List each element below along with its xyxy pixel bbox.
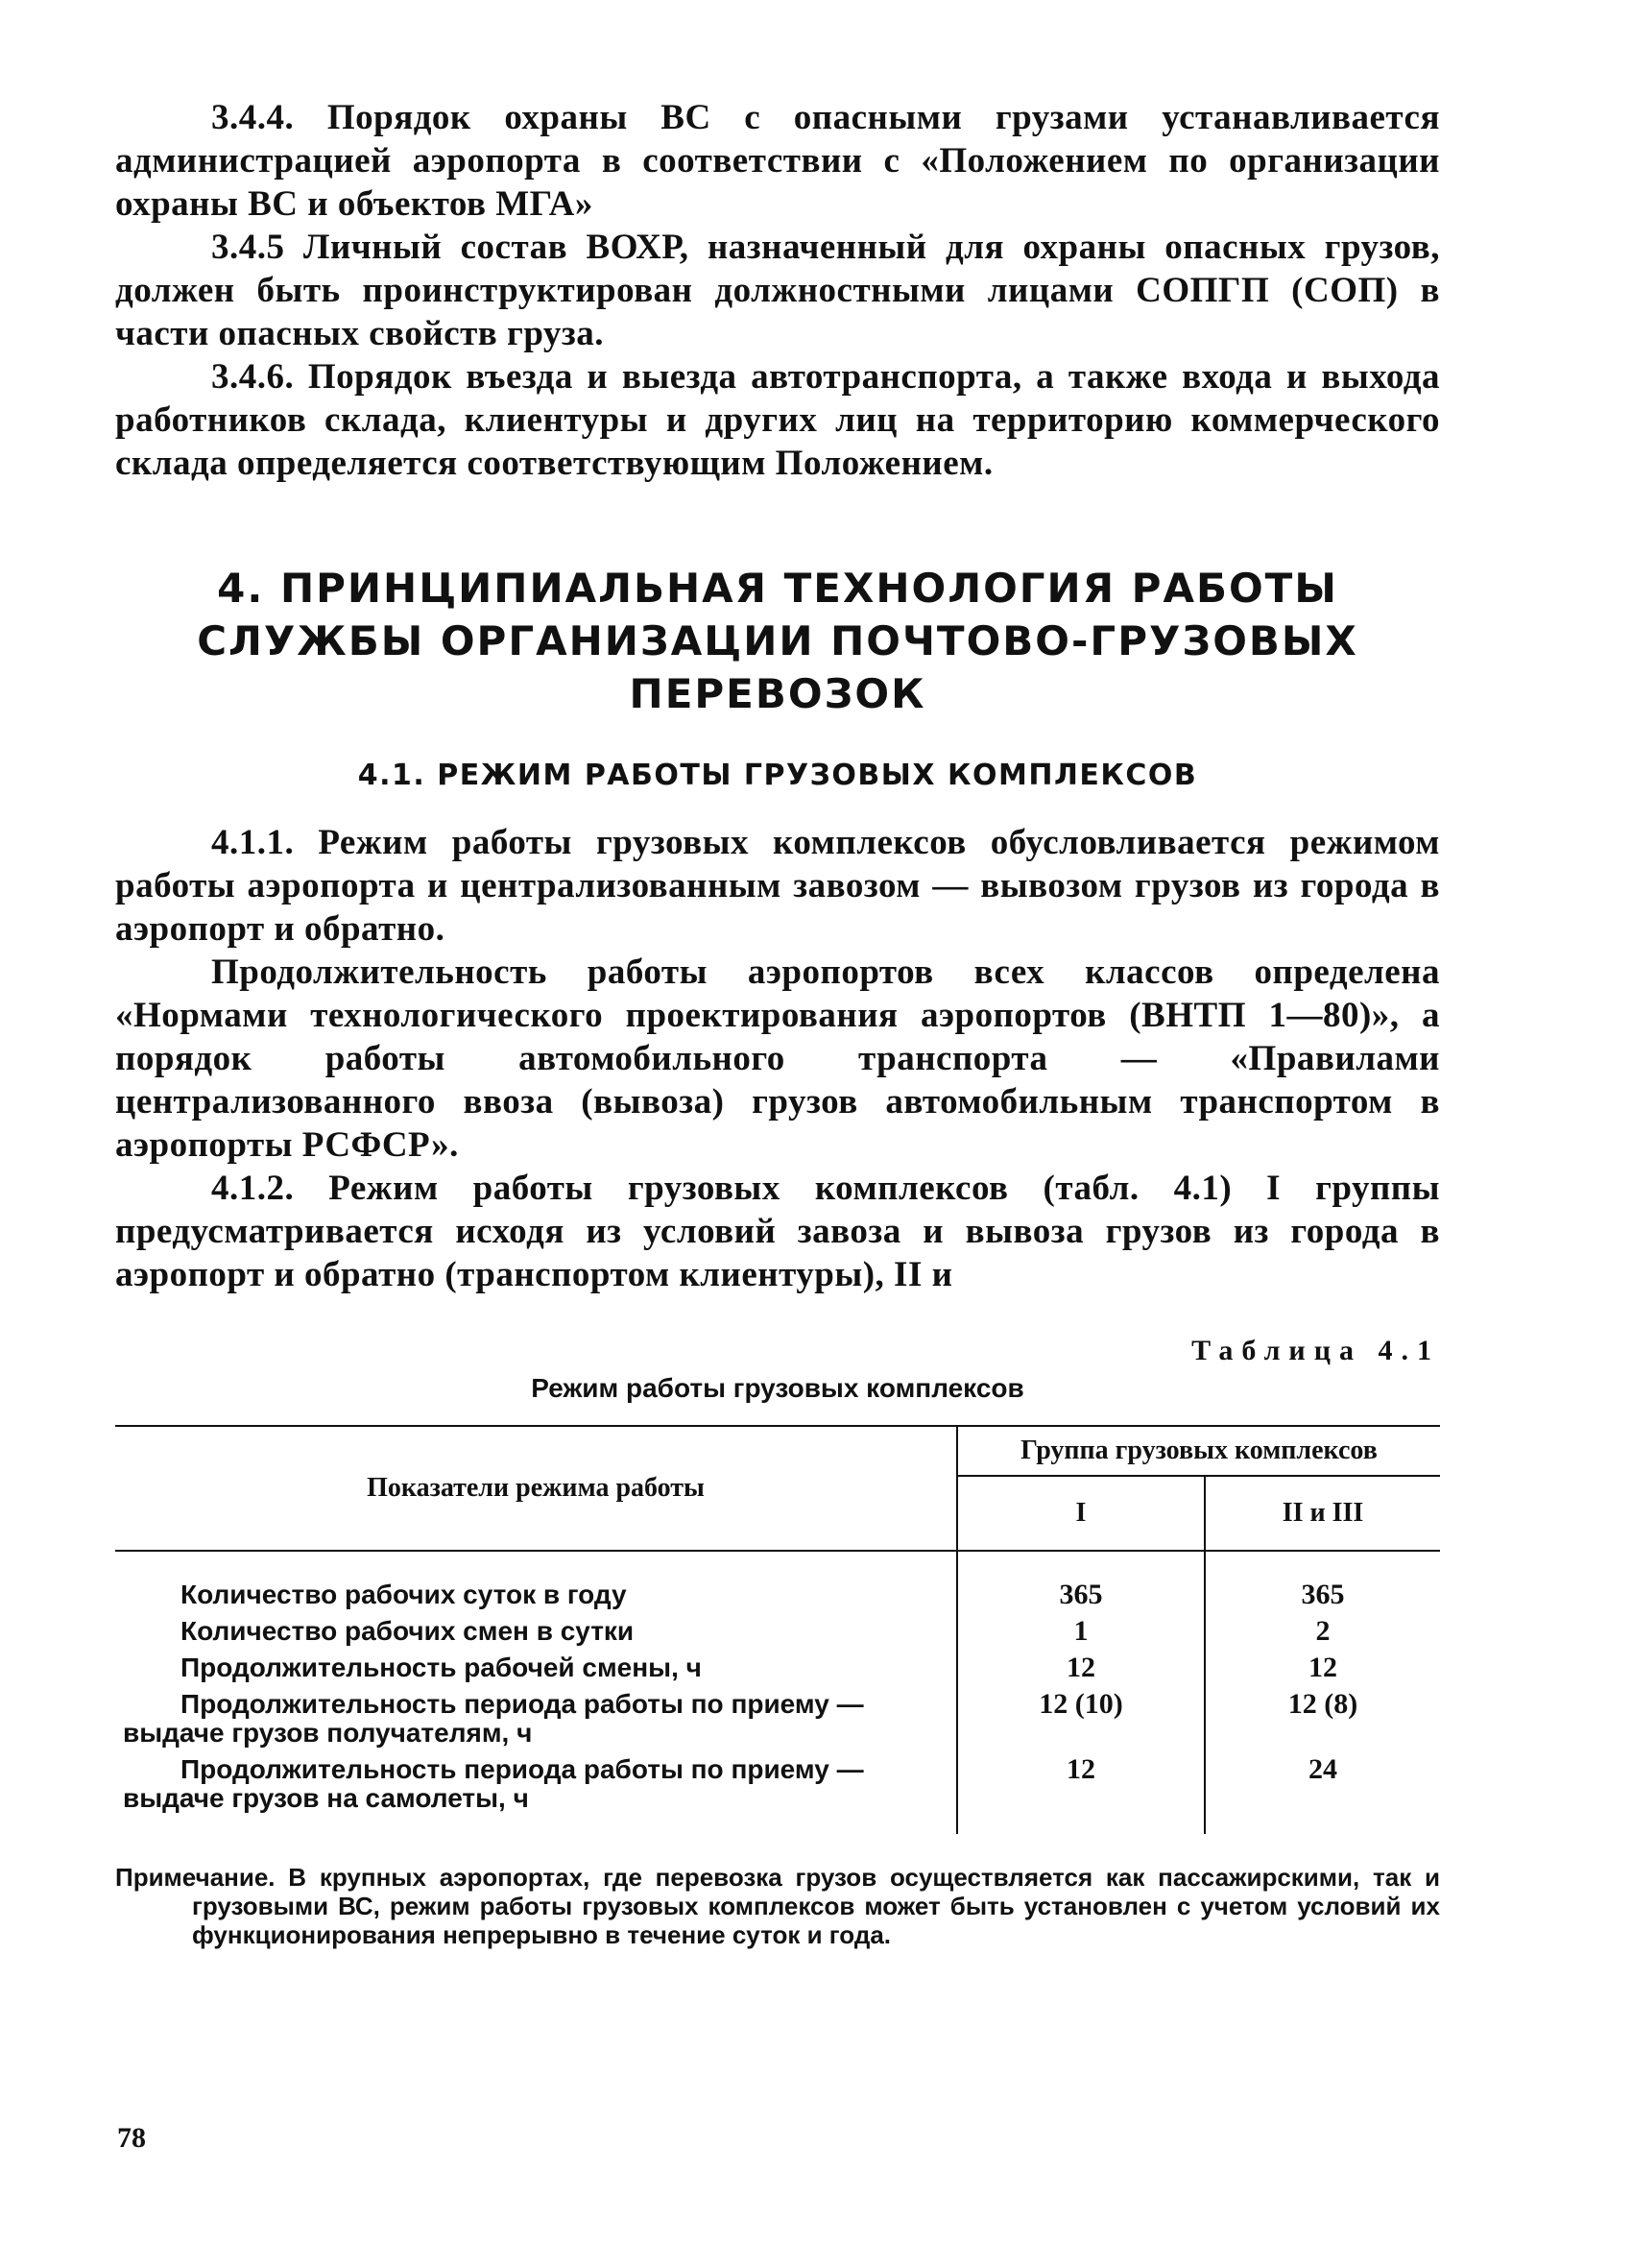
table-note: Примечание. В крупных аэропортах, где перевозка грузов осуществляется как пассажирскими, так и грузовыми ВС, режим работы грузовых комплексов может быть установлен с учетом условий их функционирования непрерывно в течение суток и года.: [115, 1863, 1440, 1949]
section-title: [115, 562, 1440, 720]
header-param: Показатели режима работы: [115, 1426, 957, 1551]
row-label: Количество рабочих суток в году: [180, 1580, 627, 1609]
table-row: [115, 1751, 1440, 1834]
section-title-line-1: 4. ПРИНЦИПИАЛЬНАЯ ТЕХНОЛОГИЯ РАБОТЫ: [217, 565, 1338, 612]
row-label: Продолжительность периода работы по приему — выдаче грузов на самолеты, ч: [123, 1754, 864, 1813]
paragraph-duration: Продолжительность работы аэропортов всех классов определена «Нормами технологического проектирования аэропортов (ВНТП 1—80)», а порядок работы автомобильного транспорта — «Правилами централизованного ввоза (вывоза) грузов автомобильным транспортом в аэропорты РСФСР».: [115, 953, 1440, 1165]
table-row: [115, 1613, 1440, 1650]
row-label: Количество рабочих смен в сутки: [180, 1616, 635, 1646]
document-page: [115, 96, 1440, 1949]
row-value-group-1: 365: [957, 1551, 1205, 1613]
paragraph-3-4-4: 3.4.4. Порядок охраны ВС с опасными грузами устанавливается администрацией аэропорта в соответствии с «Положением по организации охраны ВС и объектов МГА»: [115, 98, 1440, 224]
row-value-group-2-3: 365: [1205, 1551, 1440, 1613]
row-value-group-1: 1: [957, 1613, 1205, 1650]
subsection-title: 4.1. РЕЖИМ РАБОТЫ ГРУЗОВЫХ КОМПЛЕКСОВ: [357, 759, 1198, 792]
row-value-group-1: 12 (10): [957, 1686, 1205, 1751]
section-title-line-2: СЛУЖБЫ ОРГАНИЗАЦИИ ПОЧТОВО-ГРУЗОВЫХ: [197, 617, 1358, 664]
header-group-2-3: II и III: [1205, 1476, 1440, 1551]
paragraph-3-4-5: 3.4.5 Личный состав ВОХР, назначенный для охраны опасных грузов, должен быть проинструктирован должностными лицами СОПГП (СОП) в части опасных свойств груза.: [115, 228, 1440, 353]
row-value-group-1: 12: [957, 1751, 1205, 1834]
row-label: Продолжительность периода работы по приему — выдаче грузов получателям, ч: [123, 1689, 864, 1748]
row-value-group-1: 12: [957, 1650, 1205, 1686]
section-title-line-3: ПЕРЕВОЗОК: [629, 670, 926, 717]
row-value-group-2-3: 12: [1205, 1650, 1440, 1686]
row-label: Продолжительность рабочей смены, ч: [180, 1653, 702, 1682]
paragraph-4-1-1: 4.1.1. Режим работы грузовых комплексов обусловливается режимом работы аэропорта и централизованным завозом — вывозом грузов из города в аэропорт и обратно.: [115, 823, 1440, 949]
row-value-group-2-3: 12 (8): [1205, 1686, 1440, 1751]
row-value-group-2-3: 2: [1205, 1613, 1440, 1650]
paragraph-4-1-2: 4.1.2. Режим работы грузовых комплексов (табл. 4.1) I группы предусматривается исходя из условий завоза и вывоза грузов из города в аэропорт и обратно (транспортом клиентуры), II и: [115, 1169, 1440, 1294]
header-group-1: I: [957, 1476, 1205, 1551]
header-group: Группа грузовых комплексов: [957, 1426, 1440, 1476]
paragraph-3-4-6: 3.4.6. Порядок въезда и выезда автотранспорта, а также входа и выхода работников склада, клиентуры и других лиц на территорию коммерческого склада определяется соответствующим Положением.: [115, 357, 1440, 483]
row-value-group-2-3: 24: [1205, 1751, 1440, 1834]
table-row: [115, 1686, 1440, 1751]
table-title: Режим работы грузовых комплексов: [531, 1373, 1024, 1403]
table-row: [115, 1650, 1440, 1686]
work-mode-table: [115, 1425, 1440, 1834]
table-label: Таблица 4.1: [1191, 1335, 1440, 1366]
page-number: 78: [117, 2122, 146, 2154]
table-row: [115, 1551, 1440, 1613]
